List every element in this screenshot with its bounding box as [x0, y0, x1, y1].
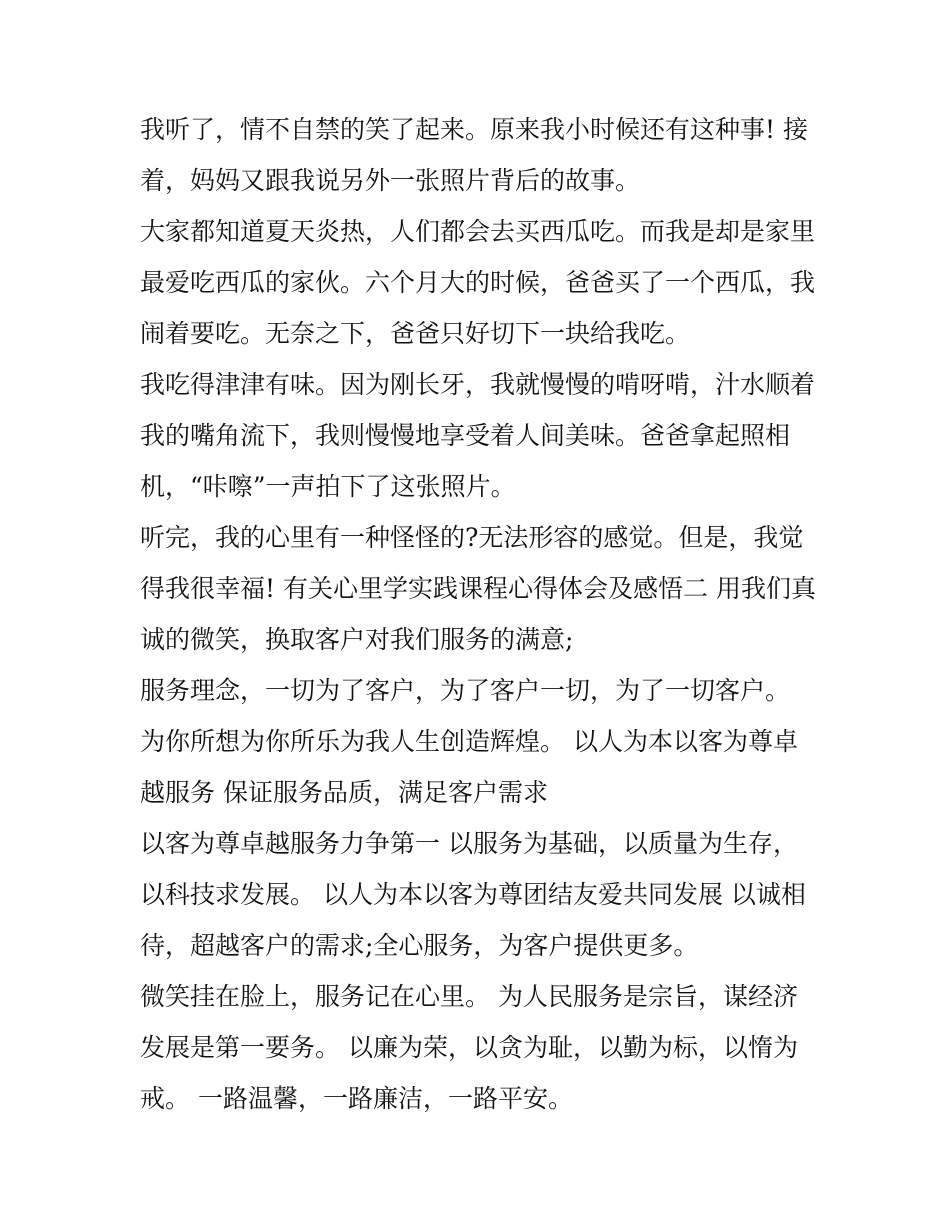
text-line-16: 以科技求发展。 以人为本以客为尊团结友爱共同发展 以诚相: [140, 880, 806, 909]
body-text: [140, 104, 820, 1124]
text-line-2: 着，妈妈又跟我说另外一张照片背后的故事。: [140, 166, 641, 195]
text-line-7: 我的嘴角流下，我则慢慢地享受着人间美味。爸爸拿起照相: [140, 421, 791, 450]
text-line-6: 我吃得津津有味。因为刚长牙，我就慢慢的啃呀啃，汁水顺着: [140, 370, 816, 399]
text-line-8: 机，“咔嚓”一声拍下了这张照片。: [140, 472, 516, 501]
text-line-18: 微笑挂在脸上，服务记在心里。 为人民服务是宗旨，谋经济: [140, 982, 798, 1011]
text-line-13: 为你所想为你所乐为我人生创造辉煌。 以人为本以客为尊卓: [140, 727, 798, 756]
text-line-3: 大家都知道夏天炎热，人们都会去买西瓜吃。而我是却是家里: [140, 217, 816, 246]
text-line-12: 服务理念，一切为了客户，为了客户一切，为了一切客户。: [140, 676, 791, 705]
text-line-17: 待，超越客户的需求;全心服务，为客户提供更多。: [140, 931, 699, 960]
text-line-19: 发展是第一要务。 以廉为荣，以贪为耻，以勤为标，以惰为: [140, 1033, 798, 1062]
text-line-15: 以客为尊卓越服务力争第一 以服务为基础，以质量为生存，: [140, 829, 798, 858]
text-line-5: 闹着要吃。无奈之下，爸爸只好切下一块给我吃。: [140, 319, 691, 348]
text-line-20: 戒。 一路温馨，一路廉洁，一路平安。: [140, 1084, 573, 1113]
text-line-1: 我听了，情不自禁的笑了起来。原来我小时候还有这种事! 接: [140, 115, 808, 144]
text-line-14: 越服务 保证服务品质，满足客户需求: [140, 778, 548, 807]
text-line-4: 最爱吃西瓜的家伙。六个月大的时候，爸爸买了一个西瓜，我: [140, 268, 816, 297]
text-line-10: 得我很幸福! 有关心里学实践课程心得体会及感悟二 用我们真: [140, 574, 816, 603]
text-line-9: 听完，我的心里有一种怪怪的?无法形容的感觉。但是，我觉: [140, 523, 804, 552]
text-line-11: 诚的微笑，换取客户对我们服务的满意;: [140, 625, 574, 654]
